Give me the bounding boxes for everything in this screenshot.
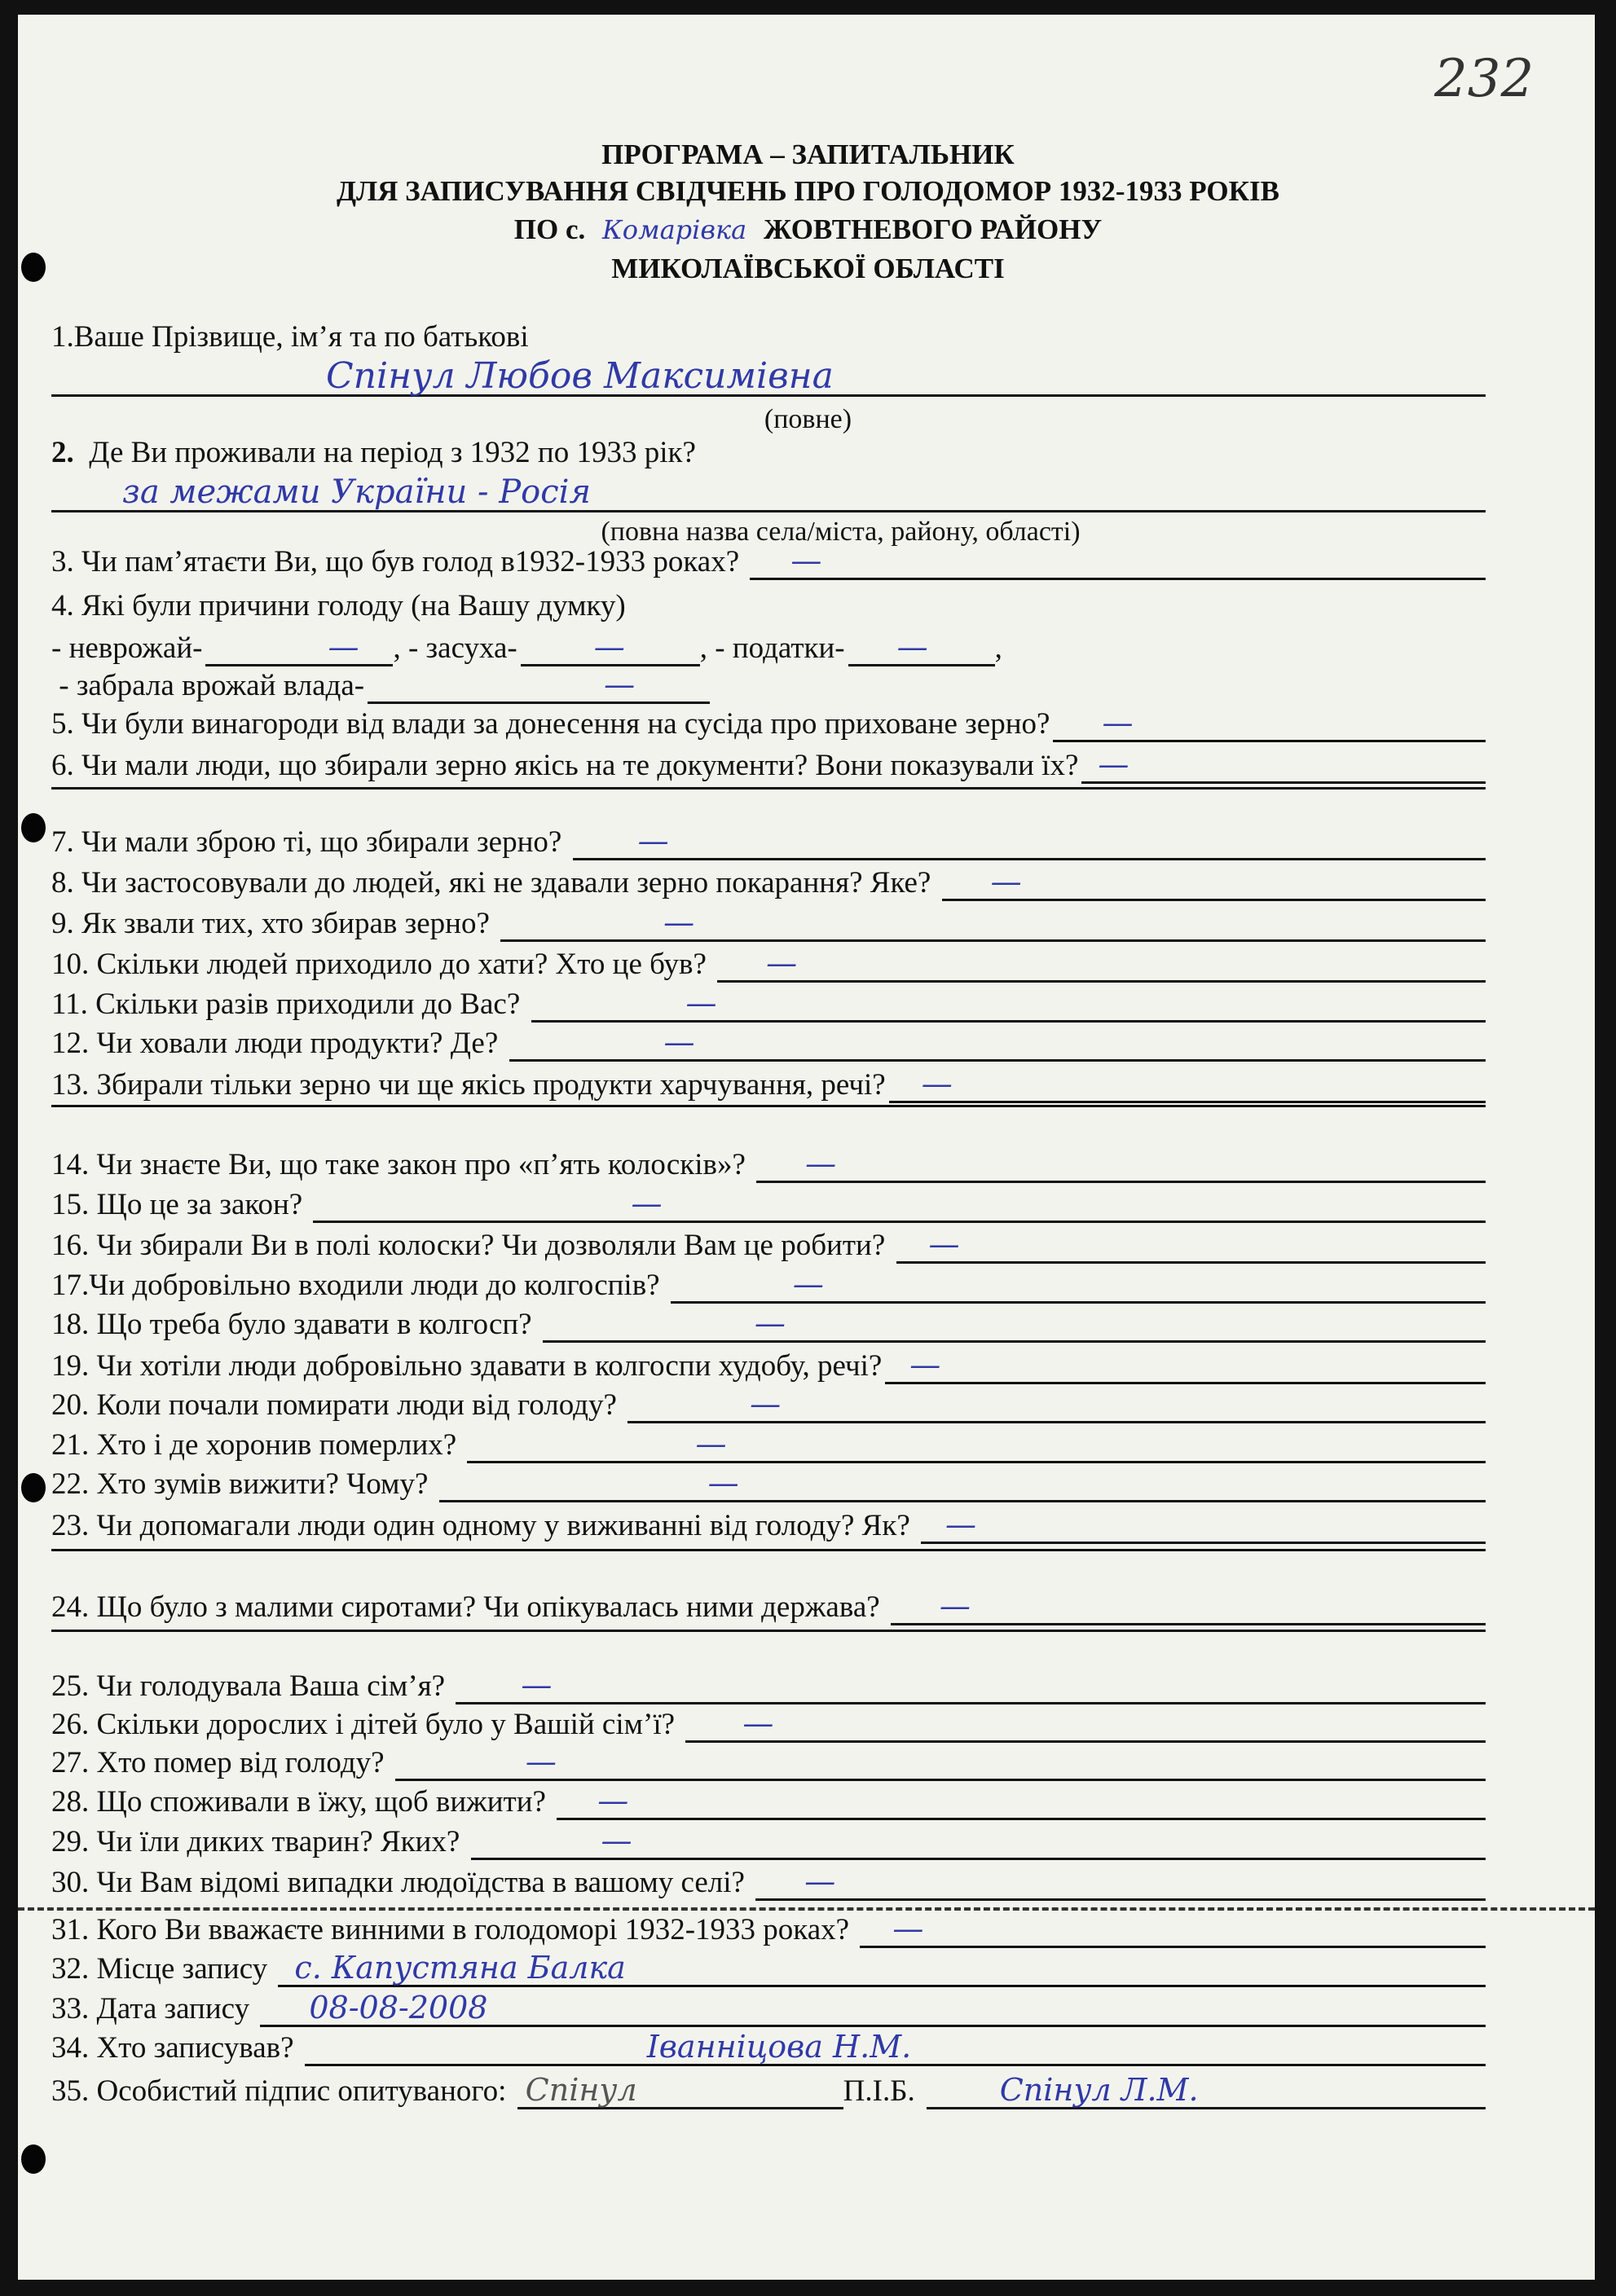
question-label: 15. Що це за закон?	[51, 1188, 310, 1222]
question-row	[51, 904, 1486, 942]
answer-field[interactable]	[671, 1266, 1486, 1304]
answer-field[interactable]	[750, 543, 1486, 580]
question-row	[51, 2029, 1486, 2066]
answer-handwritten: —	[750, 1386, 782, 1422]
question-35	[51, 2072, 1486, 2109]
answer-handwritten: —	[742, 1705, 774, 1741]
question-row	[51, 1744, 1486, 1781]
question-row	[51, 705, 1486, 742]
question-row	[51, 1066, 1486, 1103]
title-line-1: ПРОГРАМА – ЗАПИТАЛЬНИК	[601, 139, 1015, 170]
answer-field[interactable]	[278, 1950, 1486, 1987]
answer-field[interactable]	[1081, 746, 1486, 784]
answer-handwritten: —	[790, 543, 822, 578]
answer-field[interactable]	[942, 864, 1486, 901]
answer-handwritten: —	[695, 1426, 727, 1462]
answer-handwritten: —	[525, 1744, 557, 1779]
question-row	[51, 864, 1486, 901]
answer-field[interactable]	[885, 1347, 1486, 1384]
question-label: 8. Чи застосовували до людей, які не здавали зерно покарання? Яке?	[51, 866, 939, 900]
answer-field[interactable]	[627, 1386, 1486, 1423]
answer-field[interactable]	[921, 1506, 1486, 1544]
cause-field[interactable]	[848, 629, 995, 666]
pib-field[interactable]	[927, 2072, 1486, 2109]
cause-label: - неврожай-	[51, 631, 203, 666]
question-row	[51, 1426, 1486, 1463]
answer-handwritten: —	[804, 1863, 836, 1899]
question-label: 26. Скільки дорослих і дітей було у Вашій сім’ї?	[51, 1708, 683, 1742]
question-label: 28. Що споживали в їжу, щоб вижити?	[51, 1785, 554, 1819]
answer-line-continuation[interactable]	[51, 1105, 1486, 1107]
question-row	[51, 1588, 1486, 1625]
punch-hole	[21, 2144, 46, 2174]
answer-handwritten: —	[945, 1506, 977, 1542]
question-2	[51, 433, 1486, 471]
question-label	[74, 436, 90, 471]
cause-label: , - засуха-	[393, 631, 517, 666]
title-prefix: ПО с.	[513, 213, 586, 245]
punch-hole	[21, 253, 46, 282]
question-row	[51, 1911, 1486, 1948]
answer-field[interactable]	[1053, 705, 1486, 742]
answer-handwritten: —	[792, 1266, 824, 1302]
answer-handwritten: —	[1098, 746, 1129, 782]
answer-handwritten: —	[707, 1465, 739, 1501]
question-label: 4. Які були причини голоду (на Вашу думку)	[51, 589, 626, 623]
answer-field[interactable]	[685, 1705, 1486, 1743]
question-row	[51, 1990, 1486, 2027]
question-row	[51, 1146, 1486, 1183]
question-label: 6. Чи мали люди, що збирали зерно якісь на те документи? Вони показували їх?	[51, 749, 1079, 783]
question-label: 25. Чи голодувала Ваша сім’я?	[51, 1669, 453, 1704]
answer-handwritten: —	[521, 1667, 553, 1703]
answer-field[interactable]	[543, 1305, 1486, 1343]
question-label: 18. Що треба було здавати в колгосп?	[51, 1308, 539, 1342]
cause-field[interactable]	[205, 629, 393, 666]
question-label: 20. Коли почали помирати люди від голоду?	[51, 1388, 625, 1423]
comma: ,	[994, 631, 1002, 666]
caption-full-address: (повна назва села/міста, району, області)	[601, 517, 1081, 547]
pib-handwritten: Спінул Л.М.	[999, 2072, 1199, 2108]
answer-handwritten: —	[909, 1347, 941, 1383]
answer-handwritten: —	[637, 823, 669, 859]
question-label: Де Ви проживали на період з 1932 по 1933 рік?	[89, 436, 696, 470]
question-label: 22. Хто зумів вижити? Чому?	[51, 1467, 436, 1502]
question-row	[51, 1667, 1486, 1704]
question-row	[51, 1506, 1486, 1544]
answer-field[interactable]	[756, 1146, 1486, 1183]
answer-field[interactable]	[439, 1465, 1486, 1502]
question-label: 23. Чи допомагали люди один одному у виживанні від голоду? Як?	[51, 1509, 918, 1543]
question-row	[51, 1705, 1486, 1743]
answer-field[interactable]	[467, 1426, 1486, 1463]
answer-field[interactable]	[531, 985, 1486, 1023]
question-4-causes-2	[51, 666, 1486, 704]
question-row	[51, 1185, 1486, 1223]
question-label: 11. Скільки разів приходили до Вас?	[51, 987, 528, 1022]
question-label: 30. Чи Вам відомі випадки людоїдства в вашому селі?	[51, 1866, 753, 1900]
answer-handwritten: —	[663, 904, 695, 940]
question-1	[51, 318, 1486, 355]
question-label: 7. Чи мали зброю ті, що збирали зерно?	[51, 825, 570, 860]
answer-field[interactable]	[860, 1911, 1486, 1948]
question-row	[51, 1024, 1486, 1062]
cause-answer: —	[328, 629, 359, 665]
question-label: 19. Чи хотіли люди добровільно здавати в колгоспи худобу, речі?	[51, 1349, 883, 1383]
answer-2-handwritten: за межами України - Росія	[122, 473, 591, 511]
answer-handwritten: Іванніцова Н.М.	[646, 2029, 912, 2065]
answer-field[interactable]	[395, 1744, 1486, 1781]
answer-handwritten: 08-08-2008	[309, 1990, 488, 2025]
answer-handwritten: —	[928, 1226, 960, 1262]
question-row	[51, 1386, 1486, 1423]
question-label: 9. Як звали тих, хто збирав зерно?	[51, 907, 498, 941]
answer-field[interactable]	[509, 1024, 1486, 1062]
answer-handwritten: —	[663, 1024, 695, 1060]
answer-handwritten: —	[766, 945, 798, 981]
question-4	[51, 587, 1486, 624]
answer-handwritten: —	[805, 1146, 837, 1181]
answer-field[interactable]	[260, 1990, 1486, 2027]
question-row	[51, 1950, 1486, 1987]
question-row	[51, 1305, 1486, 1343]
answer-line-continuation[interactable]	[51, 1630, 1486, 1632]
signature-handwritten: Спінул	[525, 2072, 637, 2108]
question-label: 31. Кого Ви вважаєте винними в голодоморі 1932-1933 роках?	[51, 1913, 857, 1947]
question-row	[51, 1823, 1486, 1860]
fold-line	[18, 1907, 1595, 1911]
answer-handwritten: —	[601, 1823, 632, 1858]
answer-field[interactable]	[305, 2029, 1486, 2066]
question-label: 10. Скільки людей приходило до хати? Хто це був?	[51, 948, 715, 982]
answer-field[interactable]	[755, 1863, 1486, 1901]
question-row	[51, 1465, 1486, 1502]
title-line-4: МИКОЛАЇВСЬКОЇ ОБЛАСТІ	[611, 253, 1005, 284]
cause-label: - забрала врожай влада-	[51, 669, 365, 703]
cause-field[interactable]	[368, 666, 710, 704]
answer-handwritten: —	[990, 864, 1022, 899]
question-4-causes	[51, 629, 1486, 666]
answer-line-continuation[interactable]	[51, 1549, 1486, 1551]
village-handwritten: Комарівка	[602, 214, 747, 245]
answer-field[interactable]	[891, 1588, 1486, 1625]
question-label: 32. Місце запису	[51, 1952, 275, 1986]
cause-answer: —	[604, 666, 636, 702]
answer-1-handwritten: Спінул Любов Максимівна	[326, 355, 834, 397]
pib-label: П.І.Б.	[843, 2074, 915, 2109]
answer-field[interactable]	[500, 904, 1486, 942]
cause-answer: —	[593, 629, 625, 665]
question-label: 24. Що було з малими сиротами? Чи опікувалась ними держава?	[51, 1590, 887, 1625]
answer-handwritten: —	[754, 1305, 786, 1341]
question-row	[51, 543, 1486, 580]
question-label: 27. Хто помер від голоду?	[51, 1746, 392, 1780]
question-row	[51, 1863, 1486, 1901]
question-row	[51, 1347, 1486, 1384]
answer-field[interactable]	[889, 1066, 1486, 1103]
punch-hole	[21, 1473, 46, 1502]
punch-hole	[21, 813, 46, 842]
answer-handwritten: —	[631, 1185, 663, 1221]
question-label: 17.Чи добровільно входили люди до колгоспів?	[51, 1269, 667, 1303]
question-label: 21. Хто і де хоронив померлих?	[51, 1428, 465, 1462]
title-suffix: ЖОВТНЕВОГО РАЙОНУ	[763, 213, 1103, 245]
cause-field[interactable]	[521, 629, 700, 666]
cause-label: , - податки-	[699, 631, 845, 666]
answer-field[interactable]	[573, 823, 1486, 860]
question-row	[51, 746, 1486, 784]
answer-handwritten: —	[1102, 705, 1134, 741]
answer-field[interactable]	[557, 1783, 1486, 1820]
answer-handwritten: с. Капустяна Балка	[294, 1950, 626, 1986]
question-label: 3. Чи пам’ятаєти Ви, що був голод в1932-1933 роках?	[51, 545, 747, 579]
question-label: 29. Чи їли диких тварин? Яких?	[51, 1825, 468, 1859]
title-line-2: ДЛЯ ЗАПИСУВАННЯ СВІДЧЕНЬ ПРО ГОЛОДОМОР 1932-1933 РОКІВ	[336, 175, 1280, 207]
answer-field[interactable]	[896, 1226, 1486, 1264]
question-label: 5. Чи були винагороди від влади за донесення на сусіда про приховане зерно?	[51, 707, 1050, 741]
question-row	[51, 945, 1486, 983]
answer-handwritten: —	[685, 985, 717, 1021]
question-label: 16. Чи збирали Ви в полі колоски? Чи дозволяли Вам це робити?	[51, 1229, 893, 1263]
question-label: 33. Дата запису	[51, 1992, 258, 2026]
question-row	[51, 823, 1486, 860]
question-label: 1.Ваше Прізвище, ім’я та по батькові	[51, 320, 529, 354]
answer-field[interactable]	[717, 945, 1486, 983]
signature-field[interactable]	[517, 2072, 843, 2109]
answer-field[interactable]	[456, 1667, 1486, 1704]
caption-full: (повне)	[764, 404, 852, 434]
question-label: 14. Чи знаєте Ви, що таке закон про «п’ять колосків»?	[51, 1148, 754, 1182]
title-line-3	[0, 213, 1616, 246]
answer-line-continuation[interactable]	[51, 787, 1486, 790]
answer-handwritten: —	[939, 1588, 971, 1624]
question-label: 34. Хто записував?	[51, 2031, 302, 2065]
question-label: 35. Особистий підпис опитуваного:	[51, 2074, 514, 2109]
answer-handwritten: —	[597, 1783, 629, 1819]
answer-field[interactable]	[313, 1185, 1486, 1223]
answer-field[interactable]	[471, 1823, 1486, 1860]
question-row	[51, 1226, 1486, 1264]
question-row	[51, 1783, 1486, 1820]
question-row	[51, 985, 1486, 1023]
page-number: 232	[1434, 49, 1535, 109]
question-label: 13. Збирали тільки зерно чи ще якісь продукти харчування, речі?	[51, 1068, 886, 1102]
question-number: 2.	[51, 436, 74, 470]
question-label: 12. Чи ховали люди продукти? Де?	[51, 1027, 506, 1061]
cause-answer: —	[896, 629, 928, 665]
answer-handwritten: —	[892, 1911, 924, 1946]
question-row	[51, 1266, 1486, 1304]
answer-handwritten: —	[921, 1066, 953, 1102]
